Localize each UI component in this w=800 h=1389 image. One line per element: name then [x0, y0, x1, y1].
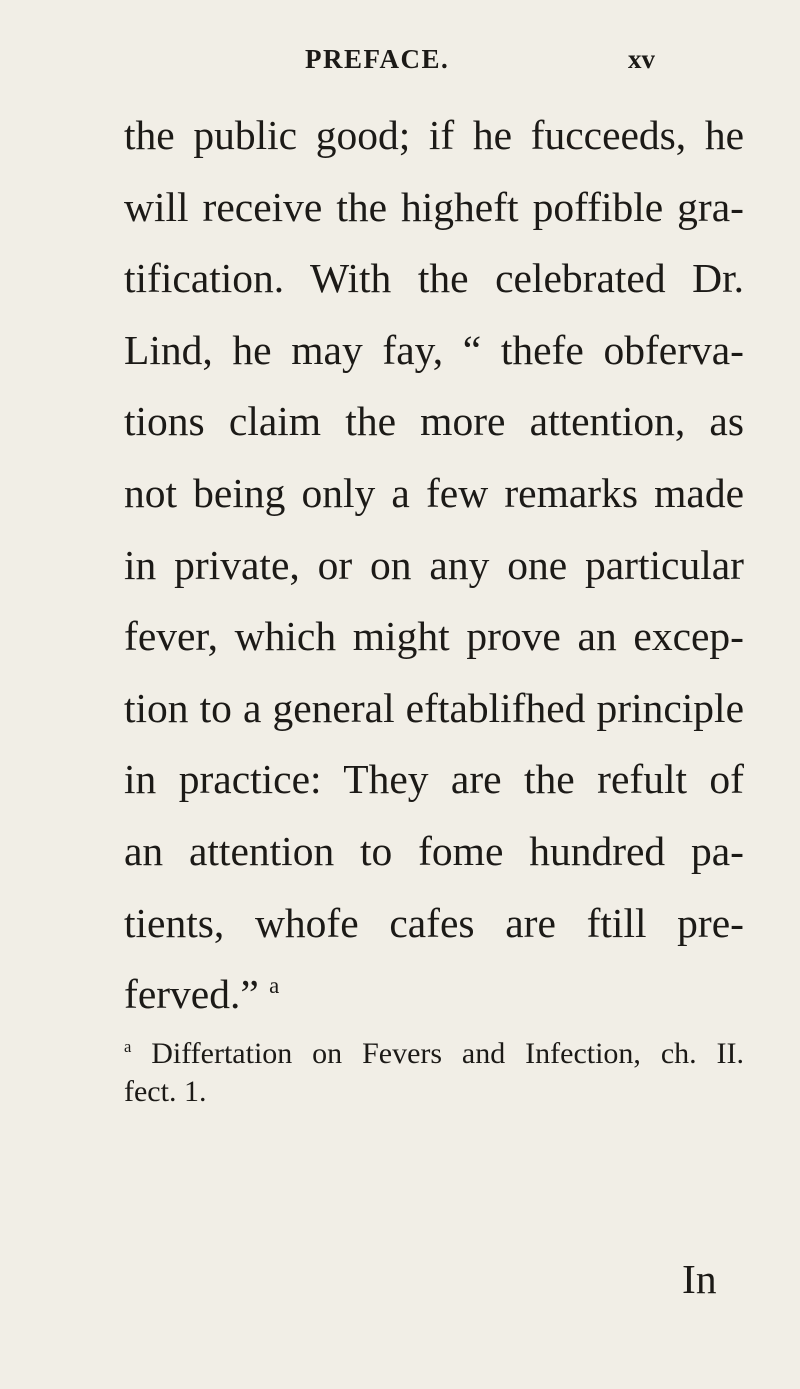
body-text: [124, 100, 744, 1031]
running-head: [0, 44, 800, 84]
footnote-reference: a: [269, 973, 280, 999]
catchword: In: [682, 1256, 717, 1302]
text-line: an attention to fome hundred pa-: [124, 827, 744, 874]
footnote-text: Differtation on Fevers and Infection, ch. II.: [151, 1037, 744, 1070]
footnote-line: fect. 1.: [124, 1075, 207, 1108]
footnote: [124, 1035, 744, 1111]
running-head-title: PREFACE.: [305, 44, 450, 74]
text-line-last: [124, 959, 744, 1031]
text-line: tients, whofe cafes are ftill pre-: [124, 899, 744, 946]
text-line: tion to a general eftablifhed principle: [124, 684, 744, 731]
page-number: xv: [628, 44, 655, 74]
text-line: will receive the higheft poffible gra-: [124, 183, 744, 230]
text-line-content: ferved.”: [124, 971, 259, 1018]
text-line: not being only a few remarks made: [124, 469, 744, 516]
text-line: in private, or on any one particular: [124, 541, 744, 588]
text-line: tions claim the more attention, as: [124, 398, 744, 445]
text-line: the public good; if he fucceeds, he: [124, 112, 744, 158]
footnote-marker: a: [124, 1037, 132, 1056]
text-line: Lind, he may fay, “ thefe obferva-: [124, 326, 744, 373]
text-line: tification. With the celebrated Dr.: [124, 255, 744, 302]
text-line: in practice: They are the refult of: [124, 756, 744, 803]
footnote-line: [124, 1035, 744, 1073]
text-line: fever, which might prove an excep-: [124, 613, 744, 660]
